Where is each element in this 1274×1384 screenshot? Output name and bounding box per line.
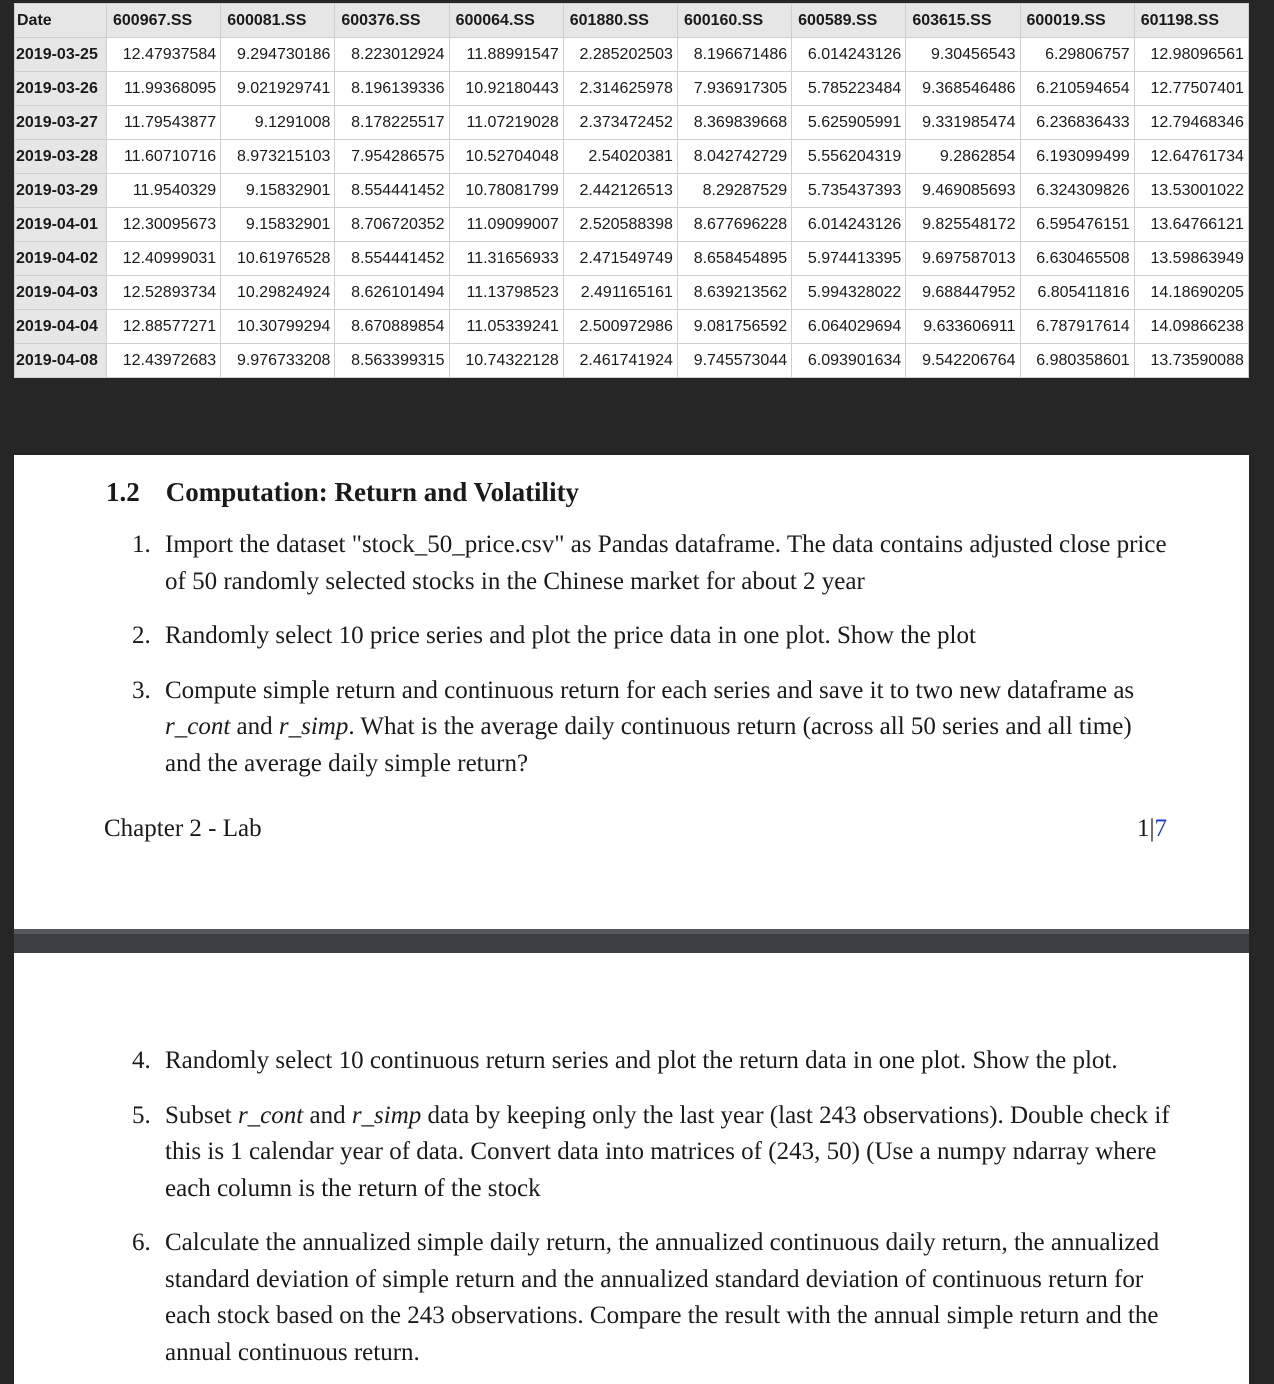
price-cell: 9.688447952 [906, 276, 1020, 310]
table-row [15, 72, 1249, 106]
price-cell: 6.014243126 [792, 208, 906, 242]
price-cell: 14.18690205 [1134, 276, 1248, 310]
table-row [15, 344, 1249, 378]
price-cell: 6.014243126 [792, 38, 906, 72]
price-cell: 8.677696228 [677, 208, 791, 242]
price-cell: 12.98096561 [1134, 38, 1248, 72]
price-cell: 5.994328022 [792, 276, 906, 310]
document-page-1 [14, 455, 1249, 929]
task-item [132, 1225, 1172, 1371]
page-break [14, 929, 1249, 953]
price-cell: 2.491165161 [563, 276, 677, 310]
column-header-ticker: 601198.SS [1134, 4, 1248, 38]
price-cell: 10.52704048 [449, 140, 563, 174]
price-cell: 7.954286575 [335, 140, 449, 174]
price-cell: 13.64766121 [1134, 208, 1248, 242]
price-cell: 2.500972986 [563, 310, 677, 344]
price-cell: 6.29806757 [1020, 38, 1134, 72]
table-row [15, 38, 1249, 72]
task-text: Import the dataset "stock_50_price.csv" as Pandas dataframe. The data contains adjusted close price of 50 randomly selected stocks in the Chinese market for about 2 year [165, 531, 1167, 595]
price-cell: 6.324309826 [1020, 174, 1134, 208]
price-cell: 2.373472452 [563, 106, 677, 140]
column-header-ticker: 600064.SS [449, 4, 563, 38]
row-date: 2019-04-08 [15, 344, 107, 378]
column-header-ticker: 600376.SS [335, 4, 449, 38]
task-number: 6. [132, 1229, 151, 1256]
price-cell: 8.369839668 [677, 106, 791, 140]
row-date: 2019-04-01 [15, 208, 107, 242]
price-cell: 2.520588398 [563, 208, 677, 242]
price-cell: 11.9540329 [107, 174, 221, 208]
price-cell: 11.88991547 [449, 38, 563, 72]
price-cell: 12.64761734 [1134, 140, 1248, 174]
price-cell: 8.554441452 [335, 174, 449, 208]
row-date: 2019-03-26 [15, 72, 107, 106]
task-item [132, 673, 1172, 783]
price-cell: 12.52893734 [107, 276, 221, 310]
price-cell: 11.05339241 [449, 310, 563, 344]
price-cell: 5.785223484 [792, 72, 906, 106]
table-row [15, 276, 1249, 310]
price-cell: 6.210594654 [1020, 72, 1134, 106]
task-number: 1. [132, 531, 151, 558]
price-cell: 11.31656933 [449, 242, 563, 276]
task-item [132, 527, 1172, 600]
price-cell: 12.40999031 [107, 242, 221, 276]
price-cell: 12.43972683 [107, 344, 221, 378]
price-cell: 9.697587013 [906, 242, 1020, 276]
price-cell: 9.15832901 [221, 174, 335, 208]
task-text: and [303, 1101, 352, 1129]
price-cell: 2.442126513 [563, 174, 677, 208]
price-cell: 5.974413395 [792, 242, 906, 276]
section-heading [106, 477, 579, 508]
price-cell: 9.825548172 [906, 208, 1020, 242]
price-cell: 12.88577271 [107, 310, 221, 344]
price-cell: 9.633606911 [906, 310, 1020, 344]
price-cell: 14.09866238 [1134, 310, 1248, 344]
row-date: 2019-04-03 [15, 276, 107, 310]
math-variable: r_simp [278, 713, 349, 740]
column-header-date: Date [15, 4, 107, 38]
price-cell: 6.787917614 [1020, 310, 1134, 344]
column-header-ticker: 600081.SS [221, 4, 335, 38]
column-header-ticker: 600160.SS [677, 4, 791, 38]
section-number: 1.2 [106, 477, 140, 507]
price-cell: 9.30456543 [906, 38, 1020, 72]
price-cell: 12.79468346 [1134, 106, 1248, 140]
price-cell: 8.639213562 [677, 276, 791, 310]
price-cell: 9.368546486 [906, 72, 1020, 106]
page-separator: | [1149, 815, 1155, 842]
price-data-table [14, 3, 1248, 378]
task-list-page-2 [132, 1043, 1172, 1384]
table-body [15, 38, 1249, 378]
price-cell: 11.60710716 [107, 140, 221, 174]
task-item [132, 618, 1172, 655]
price-cell: 2.285202503 [563, 38, 677, 72]
price-cell: 13.53001022 [1134, 174, 1248, 208]
price-cell: 13.59863949 [1134, 242, 1248, 276]
price-cell: 10.78081799 [449, 174, 563, 208]
column-header-ticker: 600589.SS [792, 4, 906, 38]
price-cell: 9.1291008 [221, 106, 335, 140]
price-cell: 10.61976528 [221, 242, 335, 276]
task-number: 4. [132, 1047, 151, 1074]
task-text: . What is the average daily continuous return (across all 50 series and all time) and the average daily simple return? [165, 713, 1132, 777]
price-cell: 6.093901634 [792, 344, 906, 378]
page-counter [1137, 815, 1167, 843]
task-number: 3. [132, 676, 151, 704]
page-number: 1 [1136, 815, 1150, 842]
task-number: 5. [132, 1101, 151, 1129]
page-total-link[interactable]: 7 [1154, 815, 1167, 842]
table-row [15, 242, 1249, 276]
price-cell: 6.064029694 [792, 310, 906, 344]
price-cell: 8.042742729 [677, 140, 791, 174]
table-row [15, 208, 1249, 242]
header-row [15, 4, 1249, 38]
column-header-ticker: 603615.SS [906, 4, 1020, 38]
price-cell: 9.976733208 [221, 344, 335, 378]
price-cell: 11.79543877 [107, 106, 221, 140]
math-variable: r_simp [351, 1101, 422, 1129]
row-date: 2019-03-29 [15, 174, 107, 208]
price-cell: 10.30799294 [221, 310, 335, 344]
page-break-line [14, 929, 1249, 934]
price-cell: 6.980358601 [1020, 344, 1134, 378]
price-cell: 9.2862854 [906, 140, 1020, 174]
price-cell: 8.29287529 [677, 174, 791, 208]
price-cell: 12.47937584 [107, 38, 221, 72]
document-page-2 [14, 953, 1249, 1384]
stock-price-table [14, 3, 1249, 378]
column-header-ticker: 600967.SS [107, 4, 221, 38]
price-cell: 2.54020381 [563, 140, 677, 174]
table-row [15, 106, 1249, 140]
row-date: 2019-04-04 [15, 310, 107, 344]
task-text: Calculate the annualized simple daily return, the annualized continuous daily return, the annualized standard deviation of simple return and the annualized standard deviation of continuous return for each stock based on the 243 observations. Compare the result with the annual simple return and the annual continuous return. [165, 1229, 1160, 1366]
price-cell: 9.331985474 [906, 106, 1020, 140]
price-cell: 13.73590088 [1134, 344, 1248, 378]
price-cell: 6.630465508 [1020, 242, 1134, 276]
price-cell: 8.178225517 [335, 106, 449, 140]
task-text: Randomly select 10 price series and plot the price data in one plot. Show the plot [165, 622, 976, 649]
price-cell: 6.805411816 [1020, 276, 1134, 310]
price-cell: 9.745573044 [677, 344, 791, 378]
price-cell: 9.542206764 [906, 344, 1020, 378]
price-cell: 6.595476151 [1020, 208, 1134, 242]
price-cell: 12.30095673 [107, 208, 221, 242]
price-cell: 11.13798523 [449, 276, 563, 310]
price-cell: 8.658454895 [677, 242, 791, 276]
price-cell: 7.936917305 [677, 72, 791, 106]
price-cell: 2.471549749 [563, 242, 677, 276]
price-cell: 9.15832901 [221, 208, 335, 242]
price-cell: 8.223012924 [335, 38, 449, 72]
task-number: 2. [132, 622, 151, 649]
price-cell: 2.461741924 [563, 344, 677, 378]
price-cell: 11.09099007 [449, 208, 563, 242]
task-list-page-1 [132, 527, 1172, 800]
table-row [15, 310, 1249, 344]
price-cell: 8.554441452 [335, 242, 449, 276]
price-cell: 10.92180443 [449, 72, 563, 106]
price-cell: 8.626101494 [335, 276, 449, 310]
price-cell: 8.196139336 [335, 72, 449, 106]
section-title: Computation: Return and Volatility [165, 477, 580, 507]
row-date: 2019-03-25 [15, 38, 107, 72]
price-cell: 5.735437393 [792, 174, 906, 208]
task-text: and [230, 713, 279, 740]
task-text: Subset [165, 1101, 238, 1129]
price-cell: 9.021929741 [221, 72, 335, 106]
task-text: data by keeping only the last year (last 243 observations). Double check if this is 1 calendar year of data. Convert data into matrices of (243, 50) (Use a numpy ndarray where each column is the return of the stock [165, 1101, 1170, 1202]
price-cell: 2.314625978 [563, 72, 677, 106]
chapter-footer: Chapter 2 - Lab [104, 815, 262, 842]
row-date: 2019-03-28 [15, 140, 107, 174]
price-cell: 10.74322128 [449, 344, 563, 378]
price-cell: 9.294730186 [221, 38, 335, 72]
row-date: 2019-03-27 [15, 106, 107, 140]
task-item [132, 1043, 1172, 1080]
task-text: Randomly select 10 continuous return series and plot the return data in one plot. Show the plot. [165, 1047, 1118, 1074]
price-cell: 8.670889854 [335, 310, 449, 344]
row-date: 2019-04-02 [15, 242, 107, 276]
price-cell: 11.07219028 [449, 106, 563, 140]
column-header-ticker: 601880.SS [563, 4, 677, 38]
price-cell: 9.469085693 [906, 174, 1020, 208]
math-variable: r_cont [237, 1101, 304, 1129]
math-variable: r_cont [165, 713, 231, 740]
price-cell: 11.99368095 [107, 72, 221, 106]
table-row [15, 140, 1249, 174]
price-cell: 10.29824924 [221, 276, 335, 310]
price-cell: 12.77507401 [1134, 72, 1248, 106]
column-header-ticker: 600019.SS [1020, 4, 1134, 38]
price-cell: 6.193099499 [1020, 140, 1134, 174]
task-text: Compute simple return and continuous return for each series and save it to two new dataframe as [165, 676, 1135, 704]
price-cell: 8.973215103 [221, 140, 335, 174]
table-row [15, 174, 1249, 208]
price-cell: 5.556204319 [792, 140, 906, 174]
task-item [132, 1098, 1172, 1208]
price-cell: 8.196671486 [677, 38, 791, 72]
price-cell: 8.563399315 [335, 344, 449, 378]
price-cell: 5.625905991 [792, 106, 906, 140]
price-cell: 6.236836433 [1020, 106, 1134, 140]
price-cell: 9.081756592 [677, 310, 791, 344]
price-cell: 8.706720352 [335, 208, 449, 242]
table-header [15, 4, 1249, 38]
